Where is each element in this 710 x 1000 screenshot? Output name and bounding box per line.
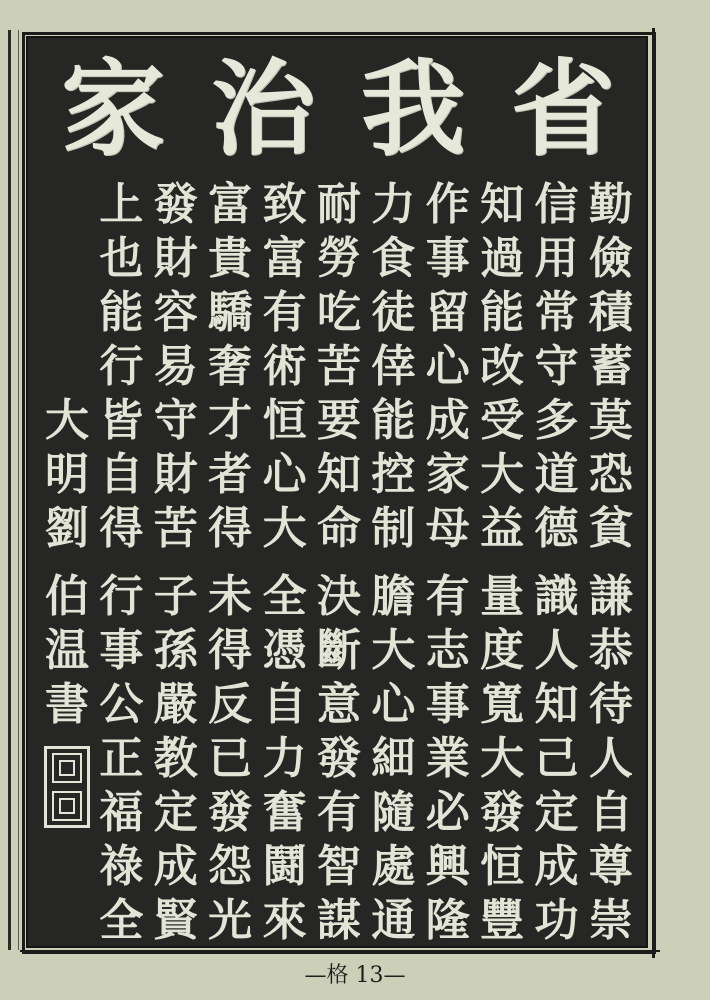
calligraphy-char: 心 bbox=[262, 449, 307, 500]
calligraphy-char: 温 bbox=[45, 625, 89, 676]
calligraphy-char: 祿 bbox=[99, 841, 144, 892]
calligraphy-char: 已 bbox=[208, 733, 253, 784]
calligraphy-char: 能 bbox=[371, 395, 416, 446]
calligraphy-char: 儉 bbox=[588, 233, 633, 284]
calligraphy-char: 正 bbox=[99, 733, 144, 784]
text-column bbox=[149, 178, 203, 946]
text-column bbox=[312, 178, 366, 946]
calligraphy-char: 知 bbox=[534, 679, 579, 730]
calligraphy-char: 未 bbox=[208, 571, 253, 622]
calligraphy-char: 伯 bbox=[45, 571, 89, 622]
calligraphy-char: 謙 bbox=[588, 571, 633, 622]
calligraphy-char: 改 bbox=[480, 341, 525, 392]
calligraphy-char: 上 bbox=[99, 179, 144, 230]
calligraphy-char: 功 bbox=[534, 895, 579, 946]
calligraphy-char: 皆 bbox=[99, 395, 144, 446]
calligraphy-char: 劉 bbox=[45, 503, 89, 554]
calligraphy-char: 發 bbox=[480, 787, 525, 838]
calligraphy-char: 得 bbox=[208, 625, 253, 676]
calligraphy-char: 明 bbox=[45, 449, 89, 500]
calligraphy-char: 過 bbox=[480, 233, 525, 284]
calligraphy-char: 怨 bbox=[208, 841, 253, 892]
artist-seal bbox=[44, 746, 90, 828]
calligraphy-char: 蓄 bbox=[588, 341, 633, 392]
calligraphy-char: 膽 bbox=[371, 571, 416, 622]
calligraphy-char: 積 bbox=[588, 287, 633, 338]
calligraphy-char: 處 bbox=[371, 841, 416, 892]
calligraphy-char: 留 bbox=[425, 287, 470, 338]
right-rule bbox=[652, 28, 655, 958]
calligraphy-char: 奢 bbox=[208, 341, 253, 392]
calligraphy-char: 作 bbox=[425, 179, 470, 230]
calligraphy-char bbox=[40, 894, 94, 948]
calligraphy-char: 易 bbox=[153, 341, 198, 392]
calligraphy-char: 恭 bbox=[588, 625, 633, 676]
calligraphy-char: 公 bbox=[99, 679, 144, 730]
calligraphy-char: 徒 bbox=[371, 287, 416, 338]
calligraphy-char: 全 bbox=[262, 571, 307, 622]
calligraphy-char: 待 bbox=[588, 679, 633, 730]
calligraphy-char: 反 bbox=[208, 679, 253, 730]
calligraphy-char: 鬪 bbox=[262, 841, 307, 892]
calligraphy-char: 者 bbox=[208, 449, 253, 500]
seal-stamp-lower bbox=[52, 791, 82, 821]
calligraphy-char: 守 bbox=[153, 395, 198, 446]
calligraphy-char: 福 bbox=[99, 787, 144, 838]
calligraphy-char: 常 bbox=[534, 287, 579, 338]
calligraphy-char: 財 bbox=[153, 233, 198, 284]
calligraphy-char: 定 bbox=[153, 787, 198, 838]
bottom-rule bbox=[20, 950, 660, 952]
calligraphy-char: 尊 bbox=[588, 841, 633, 892]
calligraphy-char: 貴 bbox=[208, 233, 253, 284]
calligraphy-char: 大 bbox=[262, 503, 307, 554]
calligraphy-char: 力 bbox=[262, 733, 307, 784]
calligraphy-char: 恐 bbox=[588, 449, 633, 500]
calligraphy-char: 奮 bbox=[262, 787, 307, 838]
title-char: 家 bbox=[60, 48, 165, 170]
calligraphy-char: 苦 bbox=[316, 341, 361, 392]
text-column bbox=[475, 178, 529, 946]
calligraphy-char: 勞 bbox=[316, 233, 361, 284]
calligraphy-char: 得 bbox=[99, 503, 144, 554]
calligraphy-char: 自 bbox=[262, 679, 307, 730]
calligraphy-char: 容 bbox=[153, 287, 198, 338]
calligraphy-char: 賢 bbox=[153, 895, 198, 946]
calligraphy-char: 致 bbox=[262, 179, 307, 230]
calligraphy-char: 心 bbox=[425, 341, 470, 392]
calligraphy-char: 要 bbox=[316, 395, 361, 446]
calligraphy-char: 自 bbox=[588, 787, 633, 838]
calligraphy-char: 意 bbox=[316, 679, 361, 730]
calligraphy-char: 發 bbox=[153, 179, 198, 230]
calligraphy-char: 大 bbox=[45, 395, 89, 446]
calligraphy-char bbox=[40, 340, 94, 394]
calligraphy-char: 心 bbox=[371, 679, 416, 730]
calligraphy-body bbox=[40, 178, 638, 946]
calligraphy-char: 財 bbox=[153, 449, 198, 500]
title-char: 我 bbox=[360, 48, 465, 170]
calligraphy-char: 豐 bbox=[480, 895, 525, 946]
calligraphy-char: 守 bbox=[534, 341, 579, 392]
calligraphy-char: 隆 bbox=[425, 895, 470, 946]
calligraphy-char: 事 bbox=[425, 233, 470, 284]
calligraphy-char: 斷 bbox=[316, 625, 361, 676]
calligraphy-char: 崇 bbox=[588, 895, 633, 946]
calligraphy-char: 光 bbox=[208, 895, 253, 946]
calligraphy-char: 食 bbox=[371, 233, 416, 284]
calligraphy-char: 量 bbox=[480, 571, 525, 622]
calligraphy-char: 必 bbox=[425, 787, 470, 838]
calligraphy-char: 子 bbox=[153, 571, 198, 622]
text-column bbox=[366, 178, 420, 946]
calligraphy-char: 事 bbox=[425, 679, 470, 730]
page-number-footer: —格 13— bbox=[304, 963, 406, 988]
calligraphy-char: 富 bbox=[208, 179, 253, 230]
calligraphy-char: 道 bbox=[534, 449, 579, 500]
calligraphy-char: 得 bbox=[208, 503, 253, 554]
calligraphy-char bbox=[40, 178, 94, 232]
calligraphy-char: 制 bbox=[371, 503, 416, 554]
calligraphy-char: 苦 bbox=[153, 503, 198, 554]
spine-rule bbox=[8, 30, 11, 950]
calligraphy-char: 教 bbox=[153, 733, 198, 784]
title-char: 治 bbox=[210, 48, 315, 170]
calligraphy-char: 貧 bbox=[588, 503, 633, 554]
calligraphy-char: 細 bbox=[371, 733, 416, 784]
calligraphy-char: 倖 bbox=[371, 341, 416, 392]
calligraphy-char: 耐 bbox=[316, 179, 361, 230]
calligraphy-char: 信 bbox=[534, 179, 579, 230]
text-column bbox=[94, 178, 148, 946]
calligraphy-char: 度 bbox=[480, 625, 525, 676]
calligraphy-char: 知 bbox=[316, 449, 361, 500]
calligraphy-char: 力 bbox=[371, 179, 416, 230]
calligraphy-char: 業 bbox=[425, 733, 470, 784]
text-column bbox=[203, 178, 257, 946]
calligraphy-char: 恒 bbox=[262, 395, 307, 446]
calligraphy-char: 成 bbox=[425, 395, 470, 446]
calligraphy-char: 全 bbox=[99, 895, 144, 946]
calligraphy-char: 吃 bbox=[316, 287, 361, 338]
calligraphy-char: 定 bbox=[534, 787, 579, 838]
calligraphy-char bbox=[40, 232, 94, 286]
calligraphy-char: 母 bbox=[425, 503, 470, 554]
calligraphy-char: 受 bbox=[480, 395, 525, 446]
calligraphy-char: 發 bbox=[316, 733, 361, 784]
calligraphy-char: 憑 bbox=[262, 625, 307, 676]
seal-mark bbox=[59, 760, 75, 776]
calligraphy-char: 隨 bbox=[371, 787, 416, 838]
calligraphy-char: 有 bbox=[262, 287, 307, 338]
calligraphy-char: 自 bbox=[99, 449, 144, 500]
calligraphy-char: 恒 bbox=[480, 841, 525, 892]
seal-mark bbox=[59, 798, 75, 814]
calligraphy-char: 成 bbox=[534, 841, 579, 892]
calligraphy-char: 志 bbox=[425, 625, 470, 676]
calligraphy-char: 發 bbox=[208, 787, 253, 838]
calligraphy-char: 大 bbox=[371, 625, 416, 676]
calligraphy-char: 多 bbox=[534, 395, 579, 446]
calligraphy-char: 大 bbox=[480, 733, 525, 784]
calligraphy-char bbox=[40, 840, 94, 894]
calligraphy-char: 家 bbox=[425, 449, 470, 500]
calligraphy-char bbox=[40, 286, 94, 340]
calligraphy-char: 謀 bbox=[316, 895, 361, 946]
calligraphy-char: 行 bbox=[99, 341, 144, 392]
calligraphy-char: 能 bbox=[99, 287, 144, 338]
spine-rule-thin bbox=[18, 30, 19, 950]
calligraphy-title bbox=[38, 44, 638, 174]
calligraphy-char: 書 bbox=[45, 679, 89, 730]
calligraphy-char: 寬 bbox=[480, 679, 525, 730]
calligraphy-char: 大 bbox=[480, 449, 525, 500]
calligraphy-char: 通 bbox=[371, 895, 416, 946]
calligraphy-char: 能 bbox=[480, 287, 525, 338]
calligraphy-char: 行 bbox=[99, 571, 144, 622]
calligraphy-char: 才 bbox=[208, 395, 253, 446]
calligraphy-char: 驕 bbox=[208, 287, 253, 338]
text-column bbox=[421, 178, 475, 946]
calligraphy-char: 勤 bbox=[588, 179, 633, 230]
calligraphy-char: 事 bbox=[99, 625, 144, 676]
text-column bbox=[530, 178, 584, 946]
calligraphy-char: 也 bbox=[99, 233, 144, 284]
calligraphy-char: 己 bbox=[534, 733, 579, 784]
calligraphy-char: 來 bbox=[262, 895, 307, 946]
calligraphy-char: 有 bbox=[425, 571, 470, 622]
calligraphy-char: 孫 bbox=[153, 625, 198, 676]
calligraphy-char: 控 bbox=[371, 449, 416, 500]
calligraphy-char: 智 bbox=[316, 841, 361, 892]
calligraphy-char: 決 bbox=[316, 571, 361, 622]
calligraphy-char: 用 bbox=[534, 233, 579, 284]
calligraphy-char: 術 bbox=[262, 341, 307, 392]
calligraphy-char: 德 bbox=[534, 503, 579, 554]
calligraphy-char: 莫 bbox=[588, 395, 633, 446]
title-char: 省 bbox=[510, 48, 615, 170]
calligraphy-char: 識 bbox=[534, 571, 579, 622]
calligraphy-char: 富 bbox=[262, 233, 307, 284]
calligraphy-char: 命 bbox=[316, 503, 361, 554]
calligraphy-char: 益 bbox=[480, 503, 525, 554]
calligraphy-char: 有 bbox=[316, 787, 361, 838]
calligraphy-char: 興 bbox=[425, 841, 470, 892]
text-column bbox=[258, 178, 312, 946]
calligraphy-char: 知 bbox=[480, 179, 525, 230]
seal-stamp-upper bbox=[52, 753, 82, 783]
text-column bbox=[584, 178, 638, 946]
calligraphy-char: 人 bbox=[588, 733, 633, 784]
calligraphy-char: 成 bbox=[153, 841, 198, 892]
calligraphy-char: 人 bbox=[534, 625, 579, 676]
calligraphy-char: 嚴 bbox=[153, 679, 198, 730]
